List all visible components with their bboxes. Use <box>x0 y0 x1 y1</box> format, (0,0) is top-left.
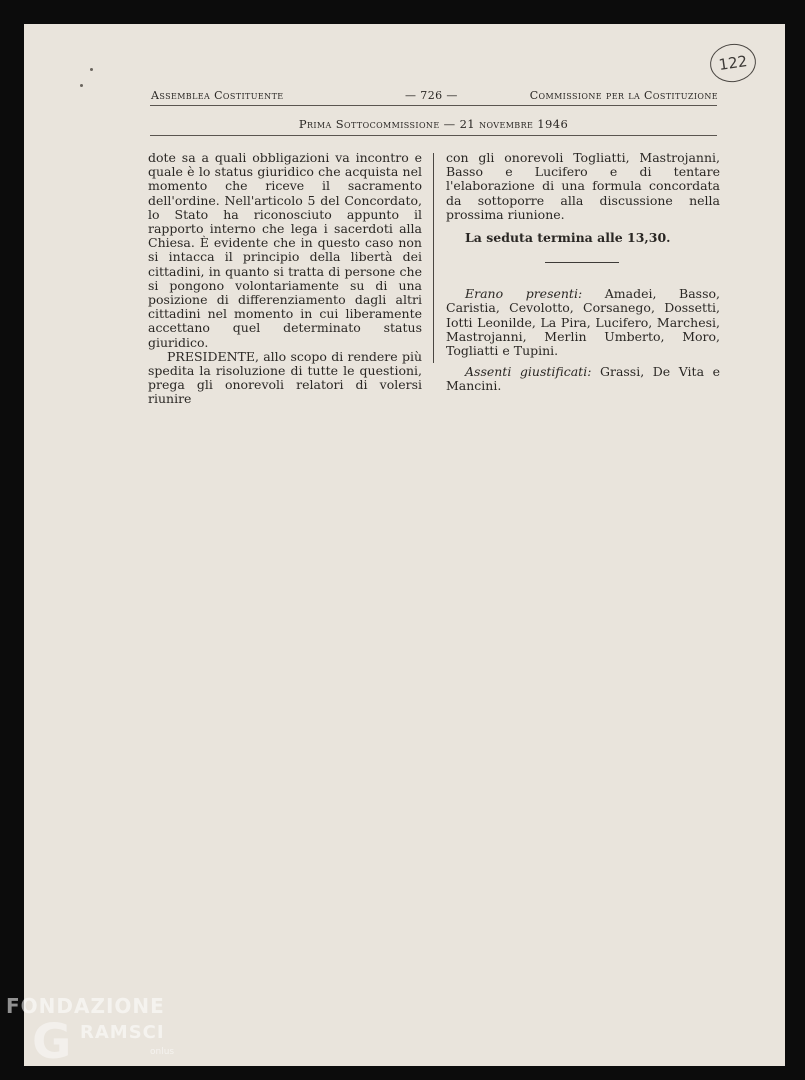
present-list <box>446 287 720 358</box>
absent-list <box>446 365 720 393</box>
subheader-rule <box>150 135 717 136</box>
column-divider <box>433 153 434 363</box>
watermark-g-logo: G <box>32 1014 72 1070</box>
header-right: Commissione per la Costituzione <box>529 89 718 102</box>
header-rule <box>150 105 717 106</box>
session-end: La seduta termina alle 13,30. <box>465 230 671 246</box>
watermark-line2: RAMSCI <box>80 1022 165 1043</box>
subheader: Prima Sottocommissione — 21 novembre 1946 <box>298 117 569 131</box>
short-divider <box>545 262 619 263</box>
right-paragraph-1: con gli onorevoli Togliatti, Mastrojanni, Basso e Lucifero e di tentare l'elaborazione di una formula concordata da sottoporre alla discussione nella prossima riunione. <box>446 150 720 222</box>
paper-speck <box>80 84 83 87</box>
left-paragraph-1: dote sa a quali obbligazioni va incontro e quale è lo status giuridico che acquista nel momento che riceve il sacramento dell'ordine. Nell'articolo 5 del Concordato, lo Stato ha riconosciuto appunto il rapporto interno che lega i sacerdoti alla Chiesa. È evidente che in questo caso non si intacca il principio della libertà dei cittadini, in quanto si tratta di persone che si pongono volontariamente su di una posizione di differenziamento dagli altri cittadini nel momento in cui liberamente accettano quel determinato status giuridico. <box>148 150 422 350</box>
right-column <box>446 151 720 394</box>
header-page-number: — 726 — <box>405 89 458 102</box>
left-paragraph-2: PRESIDENTE, allo scopo di rendere più spedita la risoluzione di tutte le questioni, prega gli onorevoli relatori di volersi riunire <box>148 348 422 407</box>
handwritten-page-number: 122 <box>708 41 759 85</box>
absent-label: Assenti giustificati: <box>465 364 592 380</box>
watermark-line3: onlus <box>150 1047 175 1057</box>
watermark-line1: FONDAZIONE <box>6 994 165 1018</box>
header-left: Assemblea Costituente <box>151 89 284 102</box>
fondazione-gramsci-watermark <box>6 990 206 1070</box>
paper-speck <box>90 68 93 71</box>
present-label: Erano presenti: <box>465 286 583 302</box>
left-column <box>148 151 422 407</box>
present-names: Amadei, Basso, Caristia, Cevolotto, Corsanego, Dossetti, Iotti Leonilde, La Pira, Lucifero, Marchesi, Mastrojanni, Merlin Umberto, Moro, Togliatti e Tupini. <box>446 286 720 359</box>
absent-names: Grassi, De Vita e Mancini. <box>446 364 720 394</box>
